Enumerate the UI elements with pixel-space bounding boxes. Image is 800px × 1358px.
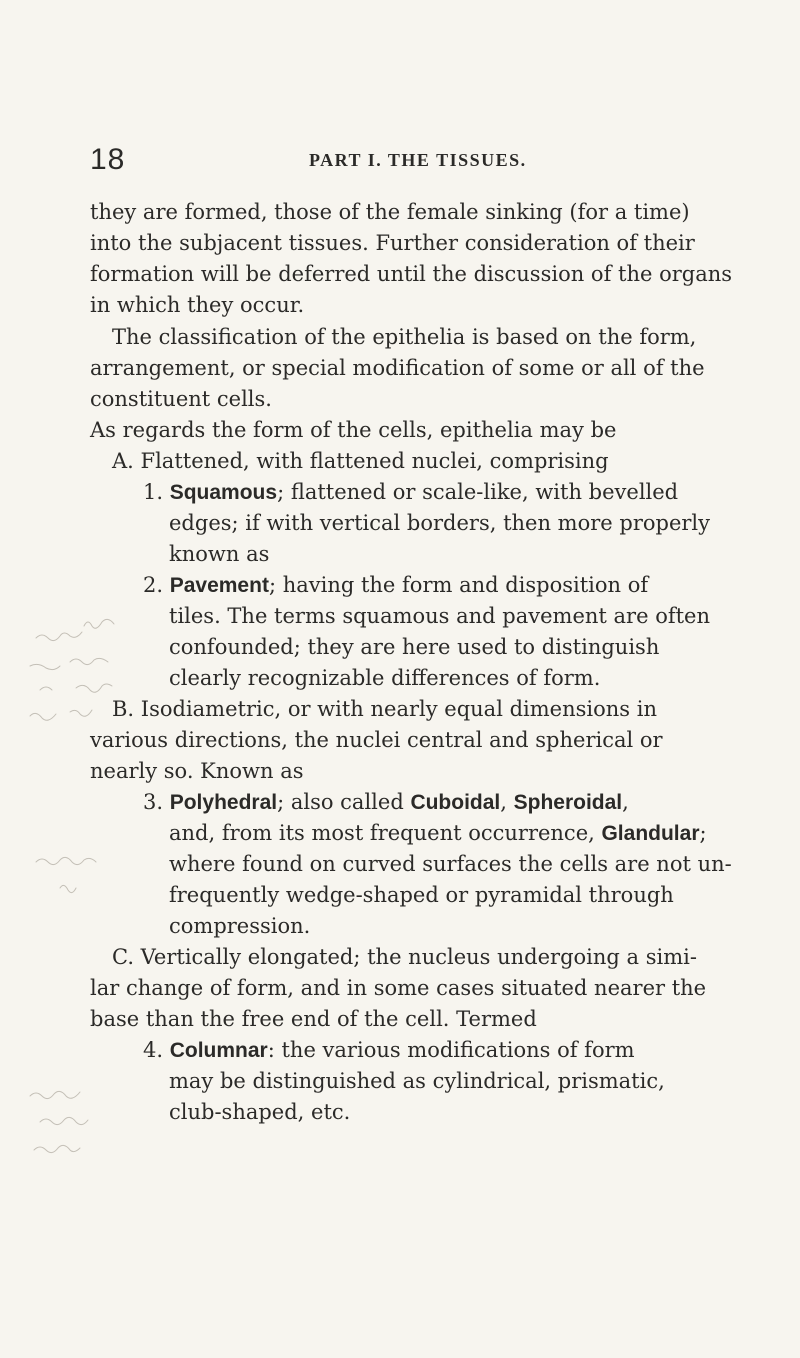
text-line: formation will be deferred until the discussion of the organs xyxy=(90,262,733,286)
text-run: , xyxy=(622,790,629,814)
term-squamous: Squamous xyxy=(169,481,278,504)
text-run: ; also called xyxy=(277,790,411,814)
text-run: and, from its most frequent occurrence, xyxy=(169,821,602,845)
text-run: ; xyxy=(699,821,707,845)
text-line: tiles. The terms squamous and pavement are often xyxy=(169,604,710,628)
text-line: they are formed, those of the female sinking (for a time) xyxy=(90,200,690,224)
text-line: various directions, the nuclei central and spherical or xyxy=(90,728,663,752)
text-line: C. Vertically elongated; the nucleus undergoing a simi- xyxy=(112,945,697,969)
page-number: 18 xyxy=(90,143,126,176)
text-line-columnar xyxy=(143,1036,635,1065)
text-line-pavement xyxy=(143,571,648,600)
term-polyhedral: Polyhedral xyxy=(169,791,278,814)
text-line: base than the free end of the cell. Termed xyxy=(90,1007,537,1031)
text-line: club-shaped, etc. xyxy=(169,1100,351,1124)
text-line: As regards the form of the cells, epithelia may be xyxy=(90,418,617,442)
text-line-glandular xyxy=(169,819,707,848)
term-cuboidal: Cuboidal xyxy=(410,791,501,814)
text-line: lar change of form, and in some cases situated nearer the xyxy=(90,976,707,1000)
text-line: frequently wedge-shaped or pyramidal through xyxy=(169,883,674,907)
text-line: into the subjacent tissues. Further consideration of their xyxy=(90,231,695,255)
text-line: compression. xyxy=(169,914,311,938)
running-head: PART I. THE TISSUES. xyxy=(309,150,527,170)
text-run: ; flattened or scale-like, with bevelled xyxy=(277,480,679,504)
item-number: 4. xyxy=(143,1038,170,1062)
text-run: , xyxy=(500,790,514,814)
text-line: nearly so. Known as xyxy=(90,759,304,783)
text-line: The classification of the epithelia is based on the form, xyxy=(112,325,697,349)
term-glandular: Glandular xyxy=(601,822,700,845)
term-spheroidal: Spheroidal xyxy=(513,791,623,814)
text-line: constituent cells. xyxy=(90,387,272,411)
page-header xyxy=(90,143,740,183)
text-line: B. Isodiametric, or with nearly equal dimensions in xyxy=(112,697,657,721)
text-line: where found on curved surfaces the cells are not un- xyxy=(169,852,732,876)
text-run: : the various modifications of form xyxy=(267,1038,635,1062)
item-number: 2. xyxy=(143,573,170,597)
text-line-squamous xyxy=(143,478,678,507)
text-line: clearly recognizable differences of form. xyxy=(169,666,601,690)
text-line: known as xyxy=(169,542,270,566)
text-line: A. Flattened, with flattened nuclei, comprising xyxy=(112,449,609,473)
item-number: 1. xyxy=(143,480,170,504)
text-run: ; having the form and disposition of xyxy=(268,573,649,597)
text-line-polyhedral xyxy=(143,788,629,817)
term-pavement: Pavement xyxy=(169,574,269,597)
text-line: edges; if with vertical borders, then more properly xyxy=(169,511,710,535)
text-line: arrangement, or special modification of some or all of the xyxy=(90,356,705,380)
text-line: may be distinguished as cylindrical, prismatic, xyxy=(169,1069,665,1093)
text-line: in which they occur. xyxy=(90,293,305,317)
term-columnar: Columnar xyxy=(169,1039,268,1062)
text-line: confounded; they are here used to distinguish xyxy=(169,635,660,659)
item-number: 3. xyxy=(143,790,170,814)
